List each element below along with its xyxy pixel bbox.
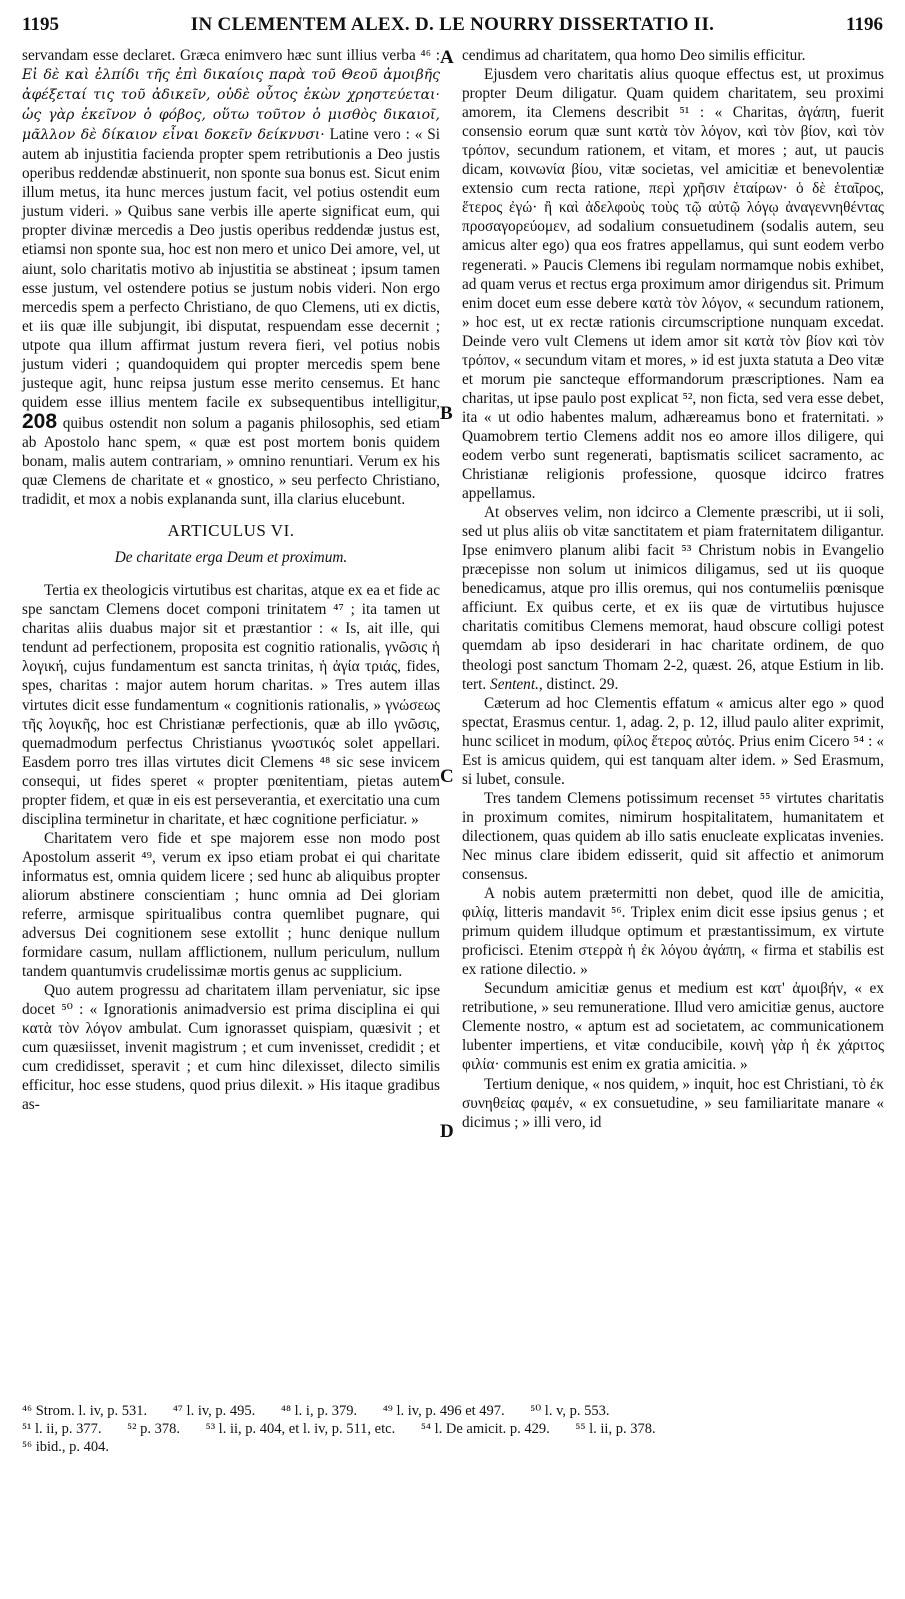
footnote: ⁵² p. 378. [127, 1421, 181, 1437]
footnote: ⁵¹ l. ii, p. 377. [22, 1421, 102, 1437]
margin-letter-b: B [440, 403, 453, 424]
paragraph: Quo autem progressu ad charitatem illam perveniatur, sic ipse docet ⁵⁰ : « Ignorationis animadversio est prima disciplina ei qui κατὰ τὸν λόγον ambulat. Cum ignorasset quispiam, quæsivit ; et cum quæsiisset, invenit magistrum ; et cum invenisset, credidit ; et cum credidisset, speravit ; et cum hinc dilexisset, dilecto similis efficitur, hoc esse studens, quod prius dilexit. » His itaque gradibus as- [22, 982, 440, 1114]
footnote: ⁵⁴ l. De amicit. p. 429. [420, 1421, 550, 1437]
paragraph: cendimus ad charitatem, qua homo Deo similis efficitur. [462, 47, 806, 64]
footnote: ⁵⁵ l. ii, p. 378. [575, 1421, 656, 1437]
paragraph: Cæterum ad hoc Clementis effatum « amicus alter ego » quod spectat, Erasmus centur. 1, adag. 2, p. 12, illud paulo aliter exprimit, hunc scilicet in modum, φίλος ἕτερος αὐτός. Prius enim Cicero ⁵⁴ : « Est is amicus quidem, qui est tanquam alter idem. » Sed Erasmum, si lubet, consule. [462, 694, 884, 788]
article-title: ARTICULUS VI. [167, 521, 295, 541]
footnotes [22, 1402, 888, 1456]
footnote: ⁴⁹ l. iv, p. 496 et 497. [382, 1403, 505, 1419]
greek-quote: Εἰ δὲ καὶ ἐλπίδι τῆς ἐπὶ δικαίοις παρὰ τοῦ Θεοῦ ἀμοιβῆς ἀφέξεταί τις τοῦ ἀδικεῖν, οὐδὲ οὗτος ἑκὼν χρηστεύεται· ὡς γὰρ ἐκεῖνον ὁ φόβος, οὕτω τοῦτον ὁ μισθὸς δικαιοῖ, μᾶλλον δὲ δίκαιον εἶναι δοκεῖν δείκνυσι· [22, 67, 440, 144]
running-title: IN CLEMENTEM ALEX. D. LE NOURRY DISSERTATIO II. [190, 14, 715, 35]
italic-title: Sentent. [490, 675, 539, 693]
page-number-left: 1195 [22, 14, 59, 35]
paragraph: Secundum amicitiæ genus et medium est κατ' ἀμοιβήν, « ex retributione, » seu remuneratione. Illud vero amicitiæ genus, auctore Clemente nostro, « aptum est ad societatem, ac communicationem lubenter impertiens, et vitæ conducibile, κοινὴ γὰρ ἡ ἐκ χάριτος φιλία· communis est enim ex gratia amicitia. » [462, 980, 884, 1074]
paragraph: Charitatem vero fide et spe majorem esse non modo post Apostolum asserit ⁴⁹, verum ex ipso etiam probat ei qui charitate informatus est, omnia quidem licere ; sed hunc ab aliquibus propter aliorum abstinere conscientiam ; hunc omnia ad Dei gloriam referre, armisque spiritualibus contra quemlibet pugnare, qui adversus Dei cognitionem sese extollit ; hunc denique nullum formidare casum, nullam afflictionem, nullum periculum, nullum tandem quantumvis crudelissimæ mortis genus ac supplicium. [22, 829, 440, 981]
paragraph [22, 46, 440, 509]
running-header [22, 14, 883, 38]
footnote: ⁵³ l. ii, p. 404, et l. iv, p. 511, etc. [205, 1421, 396, 1437]
footnote: ⁴⁶ Strom. l. iv, p. 531. [22, 1403, 148, 1419]
paragraph: Tres tandem Clemens potissimum recenset ⁵⁵ virtutes charitatis in proximum comites, nimirum hospitalitatem, humanitatem et dilectionem, quas quidem ab illo satis enucleate explicatas invenies. Nec minus clare ibidem edisserit, quid sit affectio et animorum consensus. [462, 789, 884, 884]
page-number-right: 1196 [846, 14, 883, 35]
right-column [462, 46, 884, 1132]
footnote-line [22, 1402, 888, 1420]
paragraph: A nobis autem prætermitti non debet, quod ille de amicitia, φιλίᾳ, litteris mandavit ⁵⁶. Triplex enim dicit esse ipsius genus ; et primum quidem illudque optimum et præstantissimum, ex virtute proficisci. Etenim στερρὰ ἡ ἐκ λόγου ἀγάπη, « firma et stabilis est ex ratione dilectio. » [462, 885, 884, 979]
footnote-line [22, 1438, 888, 1456]
footnote: ⁴⁷ l. iv, p. 495. [172, 1403, 256, 1419]
article-subtitle: De charitate erga Deum et proximum. [114, 549, 348, 567]
margin-letter-c: C [440, 766, 454, 787]
margin-letter-a: A [440, 47, 454, 68]
body-text: At observes velim, non idcirco a Clemente præscribi, ut ii soli, sed ut plus aliis ob vitæ sanctitatem et piam fraternitatem diligantur. Ipse enimvero planum alibi facit ⁵³ Christum nobis in Evangelio præcepisse non solum ut inimicos diligamus, sed ut iis quoque benedicamus, atque pro illis oremus, qui nos contumeliis pœnisque afficiunt. Ex quibus certe, et ex iis quæ de virtutibus hujusce charitatis comitibus Clemens memorat, haud obscure colligi potest quemdam ab ipso desiderari in hac charitate ordinem, de quo theologi post sanctum Thomam 2-2, quæst. 26, atque Estium in lib. tert. [462, 504, 884, 693]
paragraph [462, 503, 884, 693]
body-text: quibus ostendit non solum a paganis philosophis, sed etiam ab Apostolo hanc spem, « quæ est post mortem bonis quidem bonam, malis autem contrariam, » omnino renuntiari. Verum ex his quæ Clemens de charitate et « gnostico, » seu perfecto Christiano, tradidit, et mox a nobis explananda sunt, illa clarius elucebunt. [22, 414, 440, 509]
footnote: ⁵⁰ l. v, p. 553. [530, 1403, 610, 1419]
body-text: Latine vero : « Si autem ab injustitia facienda propter spem retributionis a Deo justis operibus reddendæ abstinuerit, non sponte sua bonus est. Sicut enim illum metus, ita hunc merces justum facit, vel potius ostendit eum justum videri. » Quibus sane verbis ille aperte significat eum, qui propter divinæ mercedis a Deo justis operibus reddendæ justus est, etiamsi non sponte sua, hoc est non mero et unico Dei amore, vel, ut aiunt, solo charitatis motivo ab injustitia se abstineat ; ipsum tamen esse justum, vel ostendere potius se justum nobis videri. Non ergo mercedis spem a perfecto Christiano, de quo Clemens, uti ex dictis, et iis quæ ille subjungit, ibi disputat, respuendam esse decernit ; utpote qua illum affirmat justum revera fieri, vel potius nobis justum videri ; quandoquidem qui propter mercedis spem bene justeque agit, hunc reipsa justum esse merito censemus. Et hanc quidem esse illius mentem facile ex subsequentibus intelligitur, [22, 126, 441, 411]
body-text: , distinct. 29. [538, 675, 619, 693]
body-text: servandam esse declaret. Græca enimvero hæc sunt illius verba ⁴⁶ : [22, 47, 440, 64]
footnote: ⁵⁶ ibid., p. 404. [22, 1439, 110, 1455]
edition-page-number: 208 [22, 409, 58, 433]
paragraph: Tertia ex theologicis virtutibus est charitas, atque ex ea et fide ac spe sanctam Clemens docet componi trinitatem ⁴⁷ ; ita tamen ut charitas aliis duabus major sit et præstantior : « Is, ait ille, qui tendunt ad perfectionem, proposita est cognitio rationalis, γνῶσις ἡ λογική, cujus fundamentum est sancta trinitas, ἡ ἁγία τριάς, fides, spes, charitas : major autem horum charitas. » Tres autem illas virtutes dicit esse fundamentum « cognitionis rationalis, » γνώσεως τῆς λογικῆς, hoc est Christianæ perfectionis, quæ ab illo γνῶσις, quemadmodum perfectus Christianus γνωστικός solet appellari. Easdem porro tres illas virtutes dicit Clemens ⁴⁸ sic sese invicem consequi, ut fides speret « propter pœnitentiam, pietas autem propter fidem, et quæ in eis est perseverantia, et exercitatio una cum disciplina terminetur in charitate, et hæc cognitione perficiatur. » [22, 582, 440, 828]
margin-letter-d: D [440, 1121, 454, 1142]
footnote: ⁴⁸ l. i, p. 379. [280, 1403, 358, 1419]
footnote-line [22, 1420, 888, 1438]
paragraph: Ejusdem vero charitatis alius quoque effectus est, ut proximus propter Deum diligatur. Quam quidem charitatem, seu proximi amorem, ita Clemens describit ⁵¹ : « Charitas, ἀγάπη, fuerit consensio eorum quæ sunt κατὰ τὸν λόγον, καὶ τὸν βίον, καὶ τὸν τρόπον, secundum rationem, et vitam, et mores ; aut, ut paucis dicam, κοινωνία βίου, vitæ societas, vel amicitiæ et benevolentiæ extensio cum recta ratione, περὶ χρῆσιν ἑταίρων· ὁ δὲ ἑταῖρος, ἕτερος ἐγώ· ἢ καὶ ἀδελφοὺς τοὺς τῷ αὐτῷ λόγῳ ἀναγεννηθέντας προσαγορεύομεν, ad sodalium consuetudinem (sodalis autem, seu amicus alter ego) qua eos fratres appellamus, qui sunt eodem verbo regenerati. » Paucis Clemens ibi regulam normamque nobis exhibet, ad quam verus et rectus erga proximum amor dirigendus sit. Primum enim docet eum esse debere κατὰ τὸν λόγον, « secundum rationem, » hoc est, ut ex rectæ rationis circumscriptione nunquam excedat. Deinde vero vult Clemens ut idem amor sit κατὰ τὸν βίον καὶ τὸν τρόπον, « secundum vitam et mores, » id est juxta statuta a Deo vitæ et morum pie sancteque efformandorum præscriptiones. Nam ea charitas, ut ipse paulo post explicat ⁵², non ficta, sed vera esse debet, ita « ut odio habentes malum, adhæreamus bono et fraternitati. » Quamobrem tertio Clemens addit nos eo amore illos diligere, qui eodem verbo sunt regenerati, baptismatis scilicet sacramento, ac Christianæ religionis professione, quosque idcirco fratres appellamus. [462, 66, 884, 503]
left-column [22, 46, 440, 1115]
paragraph: Tertium denique, « nos quidem, » inquit, hoc est Christiani, τὸ ἐκ συνηθείας φαμέν, « ex consuetudine, » seu familiaritate manare « dicimus ; » illi vero, id [462, 1075, 884, 1131]
